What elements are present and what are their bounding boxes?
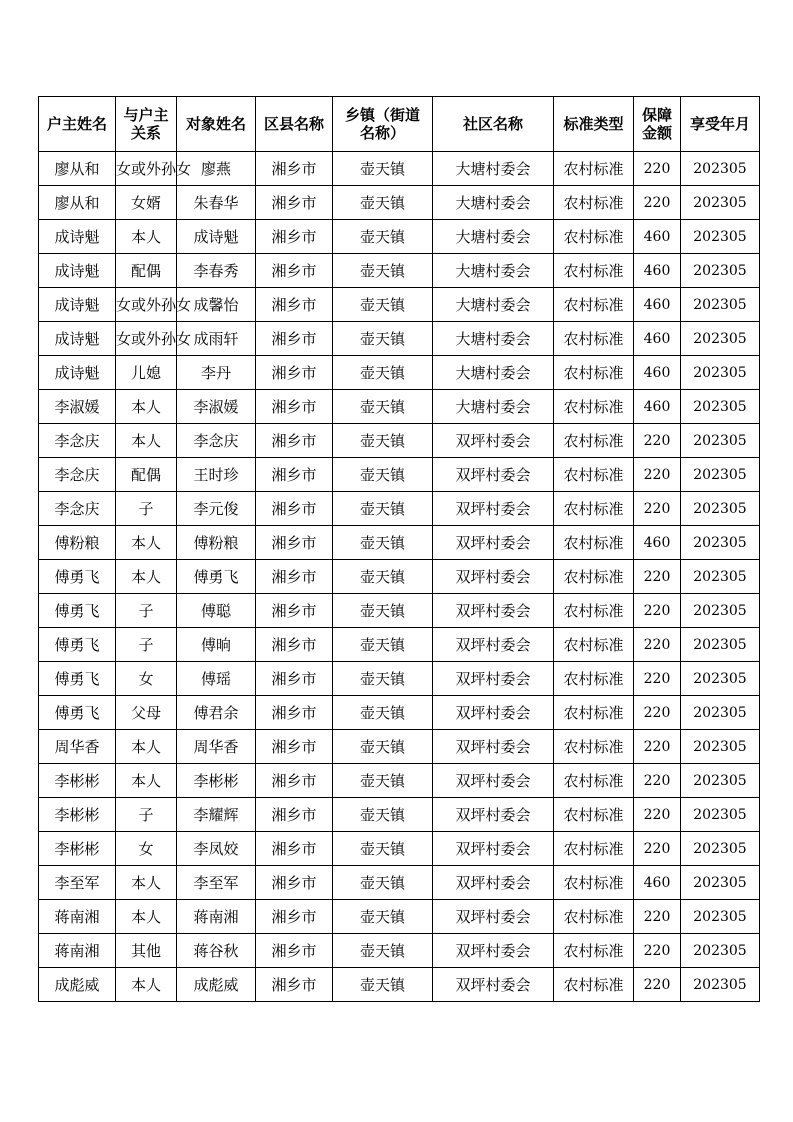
cell-amount: 220 (634, 594, 681, 628)
cell-owner-name: 李念庆 (39, 458, 116, 492)
cell-county: 湘乡市 (256, 764, 333, 798)
cell-county: 湘乡市 (256, 356, 333, 390)
cell-relation-text: 子 (138, 602, 154, 620)
cell-community: 双坪村委会 (433, 662, 554, 696)
cell-subject-name: 李耀辉 (177, 798, 256, 832)
cell-owner-name: 成诗魁 (39, 356, 116, 390)
cell-owner-name: 蒋南湘 (39, 934, 116, 968)
cell-standard-type: 农村标准 (554, 764, 634, 798)
cell-county: 湘乡市 (256, 968, 333, 1002)
cell-town: 壶天镇 (333, 730, 433, 764)
cell-relation (116, 424, 177, 458)
cell-relation (116, 390, 177, 424)
cell-standard-type: 农村标准 (554, 152, 634, 186)
cell-month: 202305 (681, 186, 760, 220)
cell-relation-text: 女或外孙女 (116, 296, 192, 314)
cell-town: 壶天镇 (333, 424, 433, 458)
cell-month: 202305 (681, 288, 760, 322)
cell-amount: 220 (634, 152, 681, 186)
cell-relation (116, 458, 177, 492)
cell-relation (116, 662, 177, 696)
cell-month: 202305 (681, 356, 760, 390)
cell-amount: 220 (634, 424, 681, 458)
cell-community: 双坪村委会 (433, 866, 554, 900)
cell-owner-name: 李彬彬 (39, 764, 116, 798)
cell-county: 湘乡市 (256, 322, 333, 356)
cell-standard-type: 农村标准 (554, 832, 634, 866)
cell-county: 湘乡市 (256, 560, 333, 594)
cell-standard-type: 农村标准 (554, 458, 634, 492)
cell-month: 202305 (681, 764, 760, 798)
table-row (39, 390, 760, 424)
cell-town: 壶天镇 (333, 254, 433, 288)
cell-month: 202305 (681, 968, 760, 1002)
cell-relation (116, 288, 192, 322)
table-row (39, 900, 760, 934)
cell-town: 壶天镇 (333, 696, 433, 730)
cell-subject-name: 周华香 (177, 730, 256, 764)
cell-town: 壶天镇 (333, 798, 433, 832)
cell-relation (116, 730, 177, 764)
header-town-line2: 名称） (359, 124, 405, 142)
cell-subject-name: 蒋谷秋 (177, 934, 256, 968)
cell-amount: 220 (634, 628, 681, 662)
cell-community: 大塘村委会 (433, 220, 554, 254)
table-row (39, 560, 760, 594)
cell-community: 大塘村委会 (433, 356, 554, 390)
cell-amount: 460 (634, 356, 681, 390)
header-town-line1: 乡镇（街道 (344, 106, 420, 124)
cell-county: 湘乡市 (256, 526, 333, 560)
cell-relation (116, 764, 177, 798)
cell-town: 壶天镇 (333, 832, 433, 866)
cell-month: 202305 (681, 900, 760, 934)
cell-relation (116, 798, 177, 832)
cell-community: 双坪村委会 (433, 526, 554, 560)
cell-relation (116, 968, 177, 1002)
cell-subject-name: 朱春华 (177, 186, 256, 220)
header-amount (634, 97, 681, 152)
cell-county: 湘乡市 (256, 424, 333, 458)
table-row (39, 424, 760, 458)
cell-standard-type: 农村标准 (554, 798, 634, 832)
cell-standard-type: 农村标准 (554, 934, 634, 968)
cell-relation-text: 本人 (130, 772, 161, 790)
cell-standard-type: 农村标准 (554, 866, 634, 900)
cell-town: 壶天镇 (333, 220, 433, 254)
cell-relation-text: 女或外孙女 (116, 160, 192, 178)
cell-community: 双坪村委会 (433, 424, 554, 458)
cell-community: 双坪村委会 (433, 730, 554, 764)
header-row (39, 97, 760, 152)
cell-owner-name: 成诗魁 (39, 288, 116, 322)
cell-owner-name: 成诗魁 (39, 322, 116, 356)
cell-amount: 220 (634, 764, 681, 798)
table-row (39, 662, 760, 696)
cell-standard-type: 农村标准 (554, 628, 634, 662)
cell-relation-text: 本人 (130, 976, 161, 994)
cell-community: 双坪村委会 (433, 764, 554, 798)
cell-subject-name: 成雨轩 (177, 322, 256, 356)
cell-relation (116, 560, 177, 594)
cell-town: 壶天镇 (333, 186, 433, 220)
table-row (39, 152, 760, 186)
cell-community: 双坪村委会 (433, 628, 554, 662)
table-row (39, 356, 760, 390)
cell-county: 湘乡市 (256, 798, 333, 832)
cell-amount: 220 (634, 560, 681, 594)
cell-county: 湘乡市 (256, 662, 333, 696)
table-row (39, 628, 760, 662)
table-row (39, 526, 760, 560)
table-row (39, 186, 760, 220)
cell-subject-name: 李淑媛 (177, 390, 256, 424)
cell-subject-name: 傅粉粮 (177, 526, 256, 560)
header-relation-line1: 与户主 (123, 106, 169, 124)
cell-community: 双坪村委会 (433, 900, 554, 934)
cell-county: 湘乡市 (256, 186, 333, 220)
cell-relation (116, 254, 177, 288)
cell-standard-type: 农村标准 (554, 662, 634, 696)
cell-community: 大塘村委会 (433, 390, 554, 424)
cell-month: 202305 (681, 220, 760, 254)
table-header (39, 97, 760, 152)
cell-month: 202305 (681, 934, 760, 968)
cell-owner-name: 廖从和 (39, 152, 116, 186)
cell-amount: 460 (634, 254, 681, 288)
cell-amount: 460 (634, 866, 681, 900)
cell-standard-type: 农村标准 (554, 968, 634, 1002)
cell-relation-text: 子 (138, 636, 154, 654)
table-row (39, 254, 760, 288)
cell-relation-text: 女 (138, 670, 154, 688)
cell-relation-text: 本人 (130, 534, 161, 552)
cell-standard-type: 农村标准 (554, 492, 634, 526)
cell-month: 202305 (681, 866, 760, 900)
cell-standard-type: 农村标准 (554, 288, 634, 322)
cell-community: 双坪村委会 (433, 594, 554, 628)
cell-month: 202305 (681, 322, 760, 356)
cell-month: 202305 (681, 696, 760, 730)
cell-relation (116, 186, 177, 220)
table-row (39, 696, 760, 730)
cell-month: 202305 (681, 798, 760, 832)
cell-owner-name: 李念庆 (39, 492, 116, 526)
cell-amount: 220 (634, 492, 681, 526)
table-row (39, 594, 760, 628)
roster-table (38, 96, 760, 1002)
cell-subject-name: 李至军 (177, 866, 256, 900)
cell-relation (116, 322, 192, 356)
cell-relation-text: 女婿 (130, 194, 161, 212)
cell-relation-text: 本人 (130, 908, 161, 926)
cell-town: 壶天镇 (333, 526, 433, 560)
cell-standard-type: 农村标准 (554, 900, 634, 934)
cell-subject-name: 成馨怡 (177, 288, 256, 322)
cell-standard-type: 农村标准 (554, 696, 634, 730)
cell-town: 壶天镇 (333, 322, 433, 356)
cell-subject-name: 傅晌 (177, 628, 256, 662)
table-row (39, 458, 760, 492)
cell-relation (116, 934, 177, 968)
cell-community: 大塘村委会 (433, 322, 554, 356)
cell-town: 壶天镇 (333, 968, 433, 1002)
cell-month: 202305 (681, 662, 760, 696)
table-row (39, 492, 760, 526)
cell-owner-name: 李彬彬 (39, 798, 116, 832)
cell-standard-type: 农村标准 (554, 526, 634, 560)
cell-county: 湘乡市 (256, 866, 333, 900)
cell-community: 双坪村委会 (433, 458, 554, 492)
cell-subject-name: 成诗魁 (177, 220, 256, 254)
cell-owner-name: 李彬彬 (39, 832, 116, 866)
cell-owner-name: 成彪威 (39, 968, 116, 1002)
cell-amount: 220 (634, 186, 681, 220)
cell-relation (116, 526, 177, 560)
cell-subject-name: 傅聪 (177, 594, 256, 628)
cell-amount: 460 (634, 526, 681, 560)
cell-owner-name: 廖从和 (39, 186, 116, 220)
table-row (39, 968, 760, 1002)
cell-owner-name: 周华香 (39, 730, 116, 764)
cell-county: 湘乡市 (256, 254, 333, 288)
table-body (39, 152, 760, 1002)
header-town (333, 97, 433, 152)
table-row (39, 764, 760, 798)
cell-owner-name: 李念庆 (39, 424, 116, 458)
cell-owner-name: 傅粉粮 (39, 526, 116, 560)
cell-town: 壶天镇 (333, 390, 433, 424)
cell-town: 壶天镇 (333, 934, 433, 968)
cell-relation-text: 本人 (130, 398, 161, 416)
cell-month: 202305 (681, 526, 760, 560)
cell-town: 壶天镇 (333, 492, 433, 526)
header-amount-line1: 保障 (641, 106, 672, 124)
cell-town: 壶天镇 (333, 628, 433, 662)
cell-town: 壶天镇 (333, 356, 433, 390)
cell-relation-text: 其他 (130, 942, 161, 960)
cell-relation (116, 220, 177, 254)
cell-county: 湘乡市 (256, 832, 333, 866)
cell-town: 壶天镇 (333, 288, 433, 322)
cell-community: 双坪村委会 (433, 492, 554, 526)
table-row (39, 798, 760, 832)
cell-town: 壶天镇 (333, 152, 433, 186)
cell-amount: 220 (634, 900, 681, 934)
cell-standard-type: 农村标准 (554, 424, 634, 458)
cell-owner-name: 傅勇飞 (39, 628, 116, 662)
cell-subject-name: 李彬彬 (177, 764, 256, 798)
cell-month: 202305 (681, 492, 760, 526)
table-row (39, 934, 760, 968)
cell-town: 壶天镇 (333, 662, 433, 696)
cell-relation-text: 女或外孙女 (116, 330, 192, 348)
cell-county: 湘乡市 (256, 934, 333, 968)
table-row (39, 288, 760, 322)
cell-standard-type: 农村标准 (554, 356, 634, 390)
cell-community: 双坪村委会 (433, 560, 554, 594)
cell-county: 湘乡市 (256, 900, 333, 934)
cell-standard-type: 农村标准 (554, 254, 634, 288)
header-owner-name: 户主姓名 (39, 97, 116, 152)
cell-relation-text: 本人 (130, 874, 161, 892)
header-relation-line2: 关系 (130, 124, 161, 142)
table-row (39, 832, 760, 866)
cell-subject-name: 李元俊 (177, 492, 256, 526)
cell-owner-name: 傅勇飞 (39, 560, 116, 594)
cell-town: 壶天镇 (333, 458, 433, 492)
cell-standard-type: 农村标准 (554, 730, 634, 764)
cell-county: 湘乡市 (256, 696, 333, 730)
header-relation (116, 97, 177, 152)
cell-relation-text: 配偶 (130, 262, 161, 280)
cell-county: 湘乡市 (256, 628, 333, 662)
cell-amount: 220 (634, 696, 681, 730)
cell-amount: 460 (634, 288, 681, 322)
cell-relation-text: 本人 (130, 432, 161, 450)
cell-county: 湘乡市 (256, 288, 333, 322)
cell-subject-name: 傅勇飞 (177, 560, 256, 594)
cell-county: 湘乡市 (256, 458, 333, 492)
cell-standard-type: 农村标准 (554, 186, 634, 220)
cell-relation (116, 356, 177, 390)
cell-month: 202305 (681, 628, 760, 662)
cell-subject-name: 成彪威 (177, 968, 256, 1002)
cell-owner-name: 李至军 (39, 866, 116, 900)
cell-month: 202305 (681, 254, 760, 288)
cell-subject-name: 李凤姣 (177, 832, 256, 866)
cell-relation (116, 832, 177, 866)
cell-relation (116, 628, 177, 662)
cell-owner-name: 成诗魁 (39, 220, 116, 254)
header-subject-name: 对象姓名 (177, 97, 256, 152)
header-county: 区县名称 (256, 97, 333, 152)
cell-amount: 220 (634, 662, 681, 696)
cell-subject-name: 廖燕 (177, 152, 256, 186)
cell-month: 202305 (681, 152, 760, 186)
cell-amount: 460 (634, 390, 681, 424)
cell-subject-name: 李念庆 (177, 424, 256, 458)
cell-relation-text: 本人 (130, 568, 161, 586)
header-standard-type: 标准类型 (554, 97, 634, 152)
cell-community: 双坪村委会 (433, 798, 554, 832)
cell-county: 湘乡市 (256, 220, 333, 254)
cell-relation-text: 儿媳 (130, 364, 161, 382)
header-month: 享受年月 (681, 97, 760, 152)
cell-community: 大塘村委会 (433, 288, 554, 322)
cell-county: 湘乡市 (256, 730, 333, 764)
cell-community: 双坪村委会 (433, 832, 554, 866)
cell-standard-type: 农村标准 (554, 594, 634, 628)
cell-month: 202305 (681, 424, 760, 458)
cell-community: 双坪村委会 (433, 696, 554, 730)
cell-owner-name: 成诗魁 (39, 254, 116, 288)
cell-relation-text: 本人 (130, 738, 161, 756)
cell-relation (116, 866, 177, 900)
cell-community: 双坪村委会 (433, 934, 554, 968)
cell-relation (116, 594, 177, 628)
cell-owner-name: 蒋南湘 (39, 900, 116, 934)
cell-relation-text: 女 (138, 840, 154, 858)
table-row (39, 866, 760, 900)
cell-amount: 220 (634, 968, 681, 1002)
cell-town: 壶天镇 (333, 900, 433, 934)
cell-town: 壶天镇 (333, 594, 433, 628)
table-row (39, 220, 760, 254)
cell-town: 壶天镇 (333, 866, 433, 900)
cell-community: 大塘村委会 (433, 254, 554, 288)
header-community: 社区名称 (433, 97, 554, 152)
cell-county: 湘乡市 (256, 492, 333, 526)
cell-county: 湘乡市 (256, 390, 333, 424)
cell-subject-name: 李春秀 (177, 254, 256, 288)
cell-amount: 220 (634, 730, 681, 764)
cell-owner-name: 傅勇飞 (39, 696, 116, 730)
cell-relation-text: 子 (138, 806, 154, 824)
cell-relation (116, 152, 192, 186)
cell-owner-name: 傅勇飞 (39, 662, 116, 696)
cell-county: 湘乡市 (256, 152, 333, 186)
cell-subject-name: 王时珍 (177, 458, 256, 492)
cell-relation (116, 696, 177, 730)
cell-town: 壶天镇 (333, 560, 433, 594)
cell-subject-name: 傅君余 (177, 696, 256, 730)
cell-month: 202305 (681, 560, 760, 594)
cell-community: 大塘村委会 (433, 152, 554, 186)
cell-month: 202305 (681, 832, 760, 866)
cell-relation-text: 配偶 (130, 466, 161, 484)
cell-relation-text: 本人 (130, 228, 161, 246)
cell-owner-name: 傅勇飞 (39, 594, 116, 628)
cell-standard-type: 农村标准 (554, 322, 634, 356)
cell-standard-type: 农村标准 (554, 560, 634, 594)
cell-subject-name: 傅瑶 (177, 662, 256, 696)
cell-county: 湘乡市 (256, 594, 333, 628)
cell-month: 202305 (681, 390, 760, 424)
cell-month: 202305 (681, 730, 760, 764)
cell-month: 202305 (681, 594, 760, 628)
cell-amount: 220 (634, 798, 681, 832)
table-row (39, 730, 760, 764)
cell-relation-text: 子 (138, 500, 154, 518)
header-amount-line2: 金额 (641, 124, 672, 142)
cell-month: 202305 (681, 458, 760, 492)
cell-community: 双坪村委会 (433, 968, 554, 1002)
cell-amount: 460 (634, 220, 681, 254)
cell-subject-name: 李丹 (177, 356, 256, 390)
cell-amount: 220 (634, 832, 681, 866)
cell-amount: 220 (634, 458, 681, 492)
cell-relation (116, 900, 177, 934)
cell-owner-name: 李淑媛 (39, 390, 116, 424)
cell-relation (116, 492, 177, 526)
table-row (39, 322, 760, 356)
cell-amount: 460 (634, 322, 681, 356)
cell-subject-name: 蒋南湘 (177, 900, 256, 934)
cell-town: 壶天镇 (333, 764, 433, 798)
cell-community: 大塘村委会 (433, 186, 554, 220)
cell-standard-type: 农村标准 (554, 390, 634, 424)
cell-relation-text: 父母 (130, 704, 161, 722)
cell-amount: 220 (634, 934, 681, 968)
cell-standard-type: 农村标准 (554, 220, 634, 254)
